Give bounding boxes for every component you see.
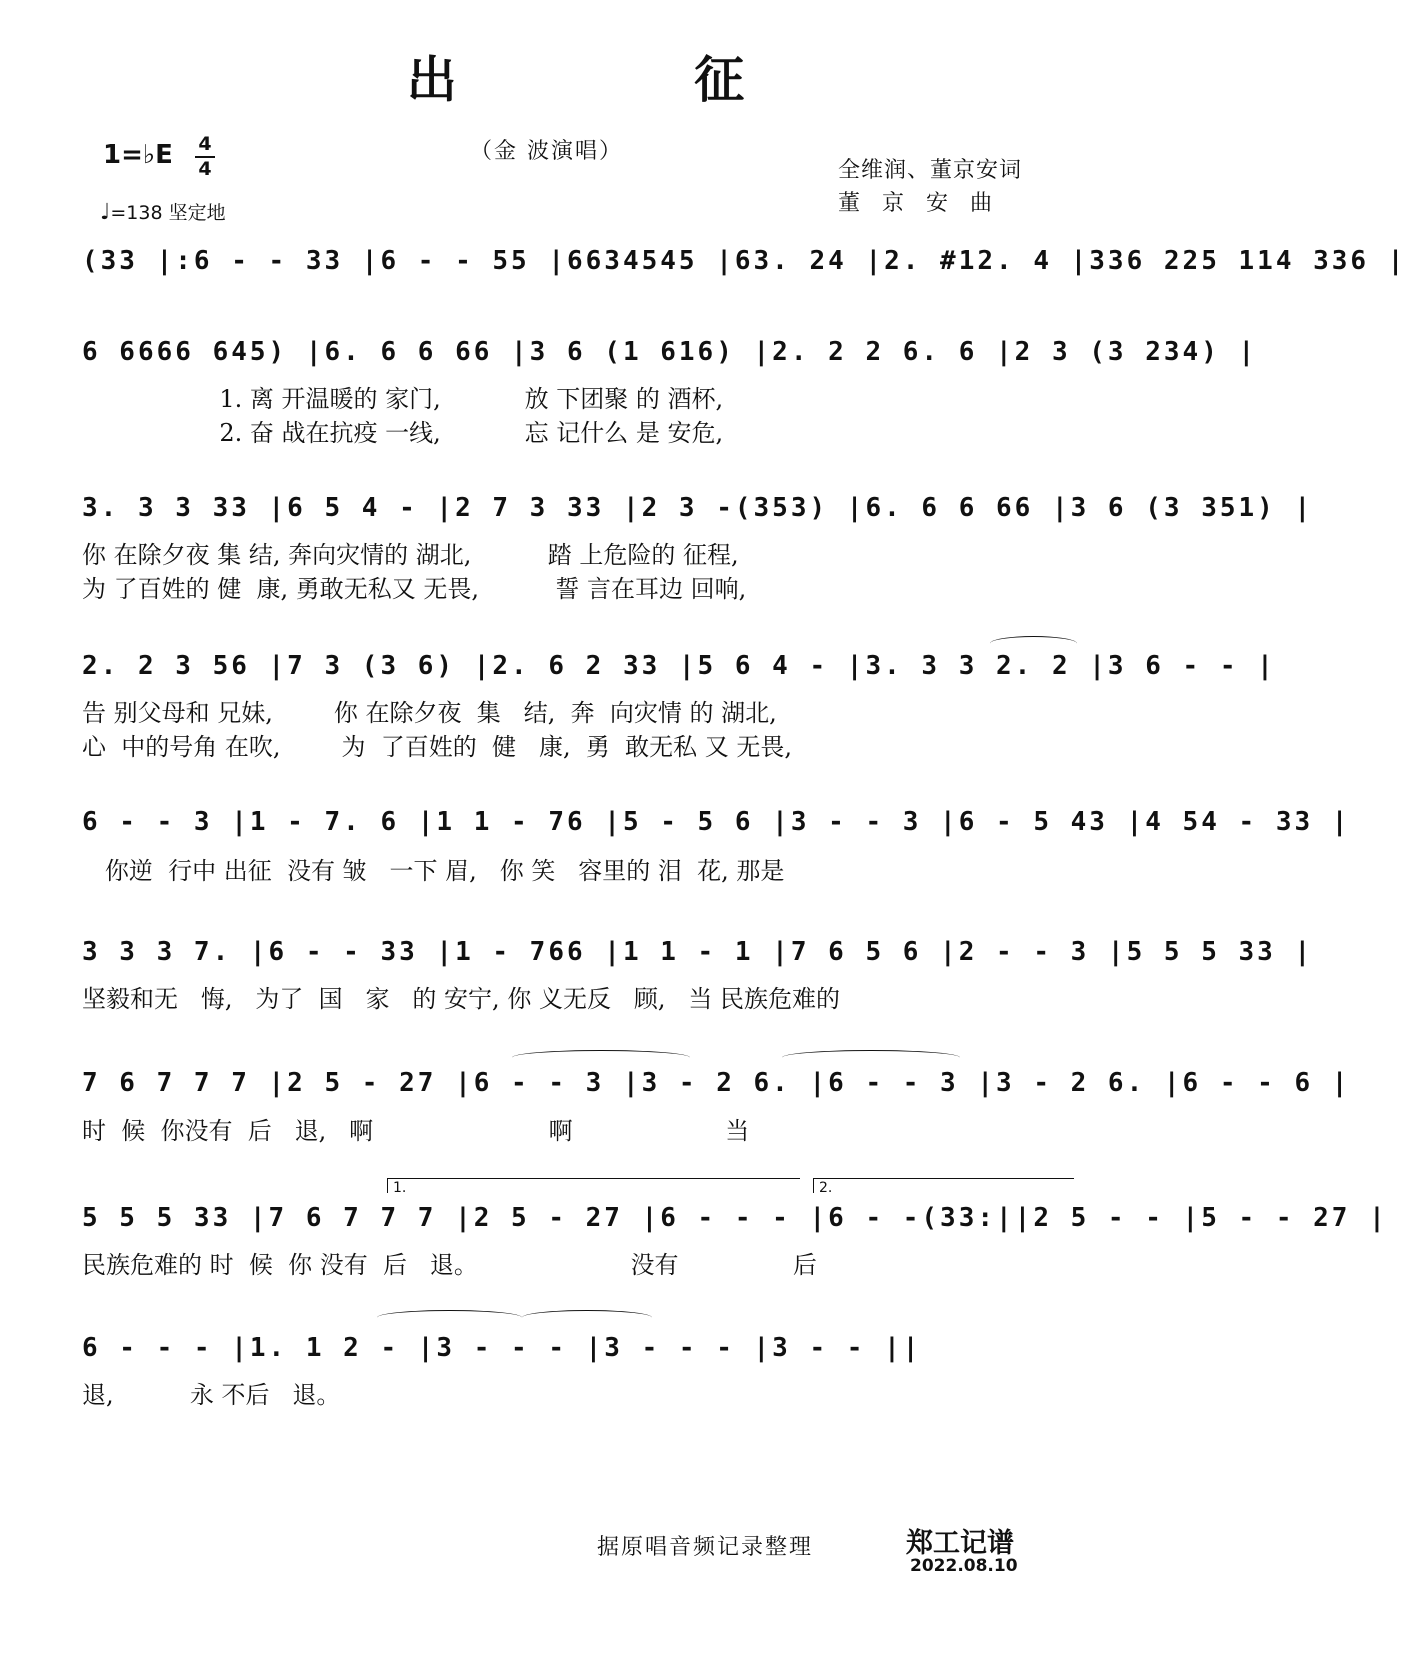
tie-arc	[782, 1050, 960, 1065]
notation-line-7: 7 6 7 7 7 |2 5 - 27 |6 - - 3 |3 - 2 6. |6 - - 3 |3 - 2 6. |6 - - 6 |	[82, 1068, 1351, 1098]
notation-line-1: (33 |:6 - - 33 |6 - - 55 |6634545 |63. 24 |2. #12. 4 |336 225 114 336 |	[82, 246, 1406, 276]
lyric-line-7: 时 候 你没有 后 退, 啊 啊 当	[82, 1117, 750, 1145]
time-signature	[195, 134, 215, 180]
notation-line-3: 3. 3 3 33 |6 5 4 - |2 7 3 33 |2 3 -(353) |6. 6 6 66 |3 6 (3 351) |	[82, 493, 1314, 523]
lyric-line-5: 你逆 行中 出征 没有 皱 一下 眉, 你 笑 容里的 泪 花, 那是	[82, 857, 785, 885]
key-signature: 1=♭E	[103, 140, 173, 170]
time-signature-top: 4	[198, 133, 212, 155]
quarter-note-icon: ♩	[100, 200, 111, 225]
notation-line-2: 6 6666 645) |6. 6 6 66 |3 6 (1 616) |2. 2 2 6. 6 |2 3 (3 234) |	[82, 337, 1258, 367]
notation-line-6: 3 3 3 7. |6 - - 33 |1 - 766 |1 1 - 1 |7 6 5 6 |2 - - 3 |5 5 5 33 |	[82, 937, 1314, 967]
lyric-line-9: 退, 永 不后 退。	[82, 1381, 341, 1409]
date: 2022.08.10	[910, 1556, 1018, 1576]
notation-line-4: 2. 2 3 56 |7 3 (3 6) |2. 6 2 33 |5 6 4 - |3. 3 3 2. 2 |3 6 - - |	[82, 651, 1276, 681]
tie-arc	[990, 636, 1077, 651]
lyric-line-3-verse-1: 你 在除夕夜 集 结, 奔向灾情的 湖北, 踏 上危险的 征程,	[82, 541, 739, 569]
lyric-line-2-verse-2: 2. 奋 战在抗疫 一线, 忘 记什么 是 安危,	[82, 419, 724, 447]
volta-bracket-1	[387, 1178, 800, 1193]
volta-label-2: 2.	[819, 1180, 833, 1196]
notation-line-5: 6 - - 3 |1 - 7. 6 |1 1 - 76 |5 - 5 6 |3 - - 3 |6 - 5 43 |4 54 - 33 |	[82, 807, 1351, 837]
notation-line-8: 5 5 5 33 |7 6 7 7 7 |2 5 - 27 |6 - - - |6 - -(33:||2 5 - - |5 - - 27 |	[82, 1203, 1388, 1233]
tempo-marking	[100, 198, 226, 225]
lyricist-credit: 全维润、董京安词	[838, 158, 1023, 183]
singer-credit: （金 波演唱）	[470, 139, 623, 164]
tie-arc	[377, 1310, 522, 1325]
tie-arc	[522, 1310, 652, 1325]
lyric-line-8: 民族危难的 时 候 你 没有 后 退。 没有 后	[82, 1251, 817, 1279]
composer-credit: 董京安曲	[838, 191, 1015, 216]
lyric-line-4-verse-1: 告 别父母和 兄妹, 你 在除夕夜 集 结, 奔 向灾情 的 湖北,	[82, 699, 777, 727]
volta-bracket-2	[813, 1178, 1074, 1193]
lyric-line-3-verse-2: 为 了百姓的 健 康, 勇敢无私又 无畏, 誓 言在耳边 回响,	[82, 575, 747, 603]
scribe-credit: 郑工记谱	[906, 1528, 1014, 1559]
time-signature-bottom: 4	[198, 158, 212, 180]
lyric-line-6: 坚毅和无 悔, 为了 国 家 的 安宁, 你 义无反 顾, 当 民族危难的	[82, 985, 840, 1013]
song-title: 出 征	[406, 51, 855, 109]
tempo-text: =138 坚定地	[110, 202, 226, 224]
lyric-line-2-verse-1: 1. 离 开温暖的 家门, 放 下团聚 的 酒杯,	[82, 385, 724, 413]
tie-arc	[512, 1050, 690, 1065]
lyric-line-4-verse-2: 心 中的号角 在吹, 为 了百姓的 健 康, 勇 敢无私 又 无畏,	[82, 733, 792, 761]
source-note: 据原唱音频记录整理	[597, 1535, 814, 1560]
volta-label-1: 1.	[393, 1180, 407, 1196]
notation-line-9: 6 - - - |1. 1 2 - |3 - - - |3 - - - |3 - - ||	[82, 1333, 922, 1363]
